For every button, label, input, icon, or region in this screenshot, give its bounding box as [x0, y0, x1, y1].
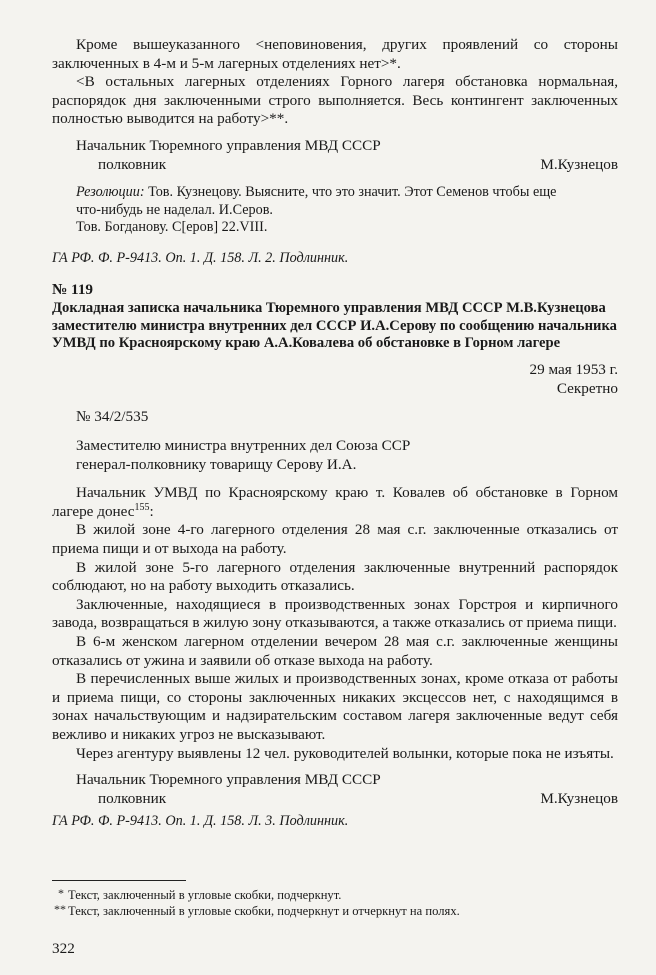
signature-title: Начальник Тюремного управления МВД СССР — [76, 136, 381, 154]
document-heading: Докладная записка начальника Тюремного управления МВД СССР М.В.Кузнецова заместителю министра внутренних дел СССР И.А.Серову по сообщению начальника УМВД по Красноярскому краю А.А.Ковалева об обстановке в Горном лагере — [52, 299, 617, 352]
signature-block — [52, 771, 618, 808]
paragraph: В перечисленных выше жилых и производственных зонах, кроме отказа от работы и приема пищи, со стороны заключенных никаких эксцессов нет, с находящимся в зонах начальствующим и надзирательским составом лагеря заключенные ведут себя вежливо и никаких угроз не высказывают. — [52, 670, 618, 743]
outgoing-number: № 34/2/535 — [76, 408, 149, 426]
paragraph: <В остальных лагерных отделениях Горного лагеря обстановка нормальная, распорядок дня заключенными строго выполняется. Весь контингент заключенных полностью выводится на работу>**. — [52, 73, 618, 128]
signature-name: М.Кузнецов — [540, 789, 618, 807]
footnote-mark: ** — [54, 902, 66, 916]
footnote: * Текст, заключенный в угловые скобки, подчеркнут. — [58, 886, 342, 902]
archive-source: ГА РФ. Ф. Р-9413. Оп. 1. Д. 158. Л. 3. Подлинник. — [52, 813, 349, 830]
signature-block — [52, 137, 618, 174]
footnote-mark: * — [58, 886, 64, 900]
paragraph: Кроме вышеуказанного <неповиновения, других проявлений со стороны заключенных в 4-м и 5-м лагерных отделениях нет>*. — [52, 36, 618, 72]
footnote-ref: 155 — [134, 501, 150, 513]
paragraph: В жилой зоне 4-го лагерного отделения 28 мая с.г. заключенные отказались от приема пищи и от выхода на работу. — [52, 521, 618, 557]
footnote-divider — [52, 880, 186, 881]
paragraph: Начальник УМВД по Красноярскому краю т. Ковалев об обстановке в Горном лагере донес$^{155}$: — [52, 484, 618, 520]
document-number: № 119 — [52, 281, 94, 299]
resolution-text: Тов. Кузнецову. Выясните, что это значит. Этот Семенов чтобы еще — [148, 184, 557, 201]
signature-name: М.Кузнецов — [540, 155, 618, 173]
addressee: Заместителю министра внутренних дел Союза ССР — [76, 437, 411, 455]
page-number: 322 — [52, 940, 75, 957]
signature-rank: полковник — [98, 155, 167, 173]
addressee: генерал-полковнику товарищу Серову И.А. — [76, 455, 357, 473]
secrecy-stamp: Секретно — [556, 379, 618, 397]
resolution-text: что-нибудь не наделал. И.Серов. — [76, 201, 273, 218]
archive-source: ГА РФ. Ф. Р-9413. Оп. 1. Д. 158. Л. 2. Подлинник. — [52, 249, 349, 266]
footnote: ** Текст, заключенный в угловые скобки, подчеркнут и отчеркнут на полях. — [54, 902, 460, 918]
page-body — [52, 36, 618, 831]
signature-title: Начальник Тюремного управления МВД СССР — [76, 771, 381, 789]
resolution-label: Резолюции: — [76, 184, 145, 201]
paragraph: Через агентуру выявлены 12 чел. руководителей волынки, которые пока не изъяты. — [76, 744, 614, 762]
resolutions — [52, 184, 618, 237]
document-date: 29 мая 1953 г. — [529, 361, 618, 379]
paragraph: В 6-м женском лагерном отделении вечером 28 мая с.г. заключенные женщины отказались от ужина и заявили об отказе выхода на работу. — [52, 632, 618, 669]
paragraph: В жилой зоне 5-го лагерного отделения заключенные внутренний распорядок соблюдают, но на работу выходить отказались. — [52, 558, 618, 595]
signature-rank: полковник — [98, 789, 167, 807]
resolution-text: Тов. Богданову. С[еров] 22.VIII. — [76, 219, 268, 236]
paragraph: Заключенные, находящиеся в производственных зонах Горстроя и кирпичного завода, возвращаться в жилую зону отказываются, а также отказались от приема пищи. — [52, 595, 618, 632]
